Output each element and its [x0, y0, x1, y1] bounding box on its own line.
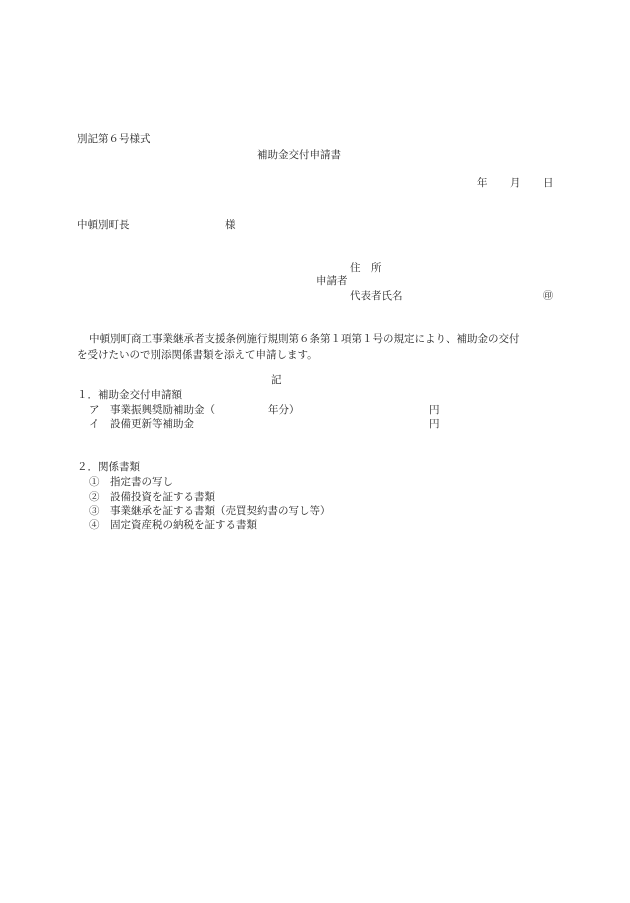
subsidy-item-a-unit: 円	[429, 404, 440, 416]
document-list-item: ④ 固定資産税の納税を証する書類	[89, 519, 257, 531]
subsidy-item-b-label: イ 設備更新等補助金	[89, 418, 194, 430]
document-title: 補助金交付申請書	[257, 149, 341, 161]
document-list-item: ③ 事業継承を証する書類（売買契約書の写し等）	[89, 505, 331, 517]
section2-heading: ２．関係書類	[77, 461, 140, 473]
application-statement	[77, 331, 557, 363]
section1-heading: １．補助金交付申請額	[77, 389, 182, 401]
document-list-item: ② 設備投資を証する書類	[89, 491, 215, 503]
statement-line-2: を受けたいので別添関係書類を添えて申請します。	[77, 349, 318, 361]
subsidy-item-a-label: ア 事業振興奨励補助金（	[89, 404, 215, 416]
addressee-name: 中頓別町長	[77, 219, 130, 231]
applicant-label: 申請者	[316, 275, 348, 287]
form-number: 別記第６号様式	[77, 133, 151, 145]
subsidy-item-a-year: 年分）	[268, 404, 300, 416]
date-month: 月	[510, 177, 521, 189]
seal-mark: ㊞	[543, 291, 553, 302]
subsidy-item-b-unit: 円	[429, 418, 440, 430]
addressee-honorific: 様	[225, 219, 236, 231]
applicant-address-label: 住 所	[350, 262, 382, 274]
date-year: 年	[477, 177, 488, 189]
ki-heading: 記	[271, 374, 282, 386]
document-list-item: ① 指定書の写し	[89, 476, 173, 488]
representative-name-label: 代表者氏名	[350, 290, 403, 302]
date-day: 日	[543, 177, 554, 189]
statement-line-1: 中頓別町商工事業継承者支援条例施行規則第６条第１項第１号の規定により、補助金の交付	[89, 333, 520, 345]
